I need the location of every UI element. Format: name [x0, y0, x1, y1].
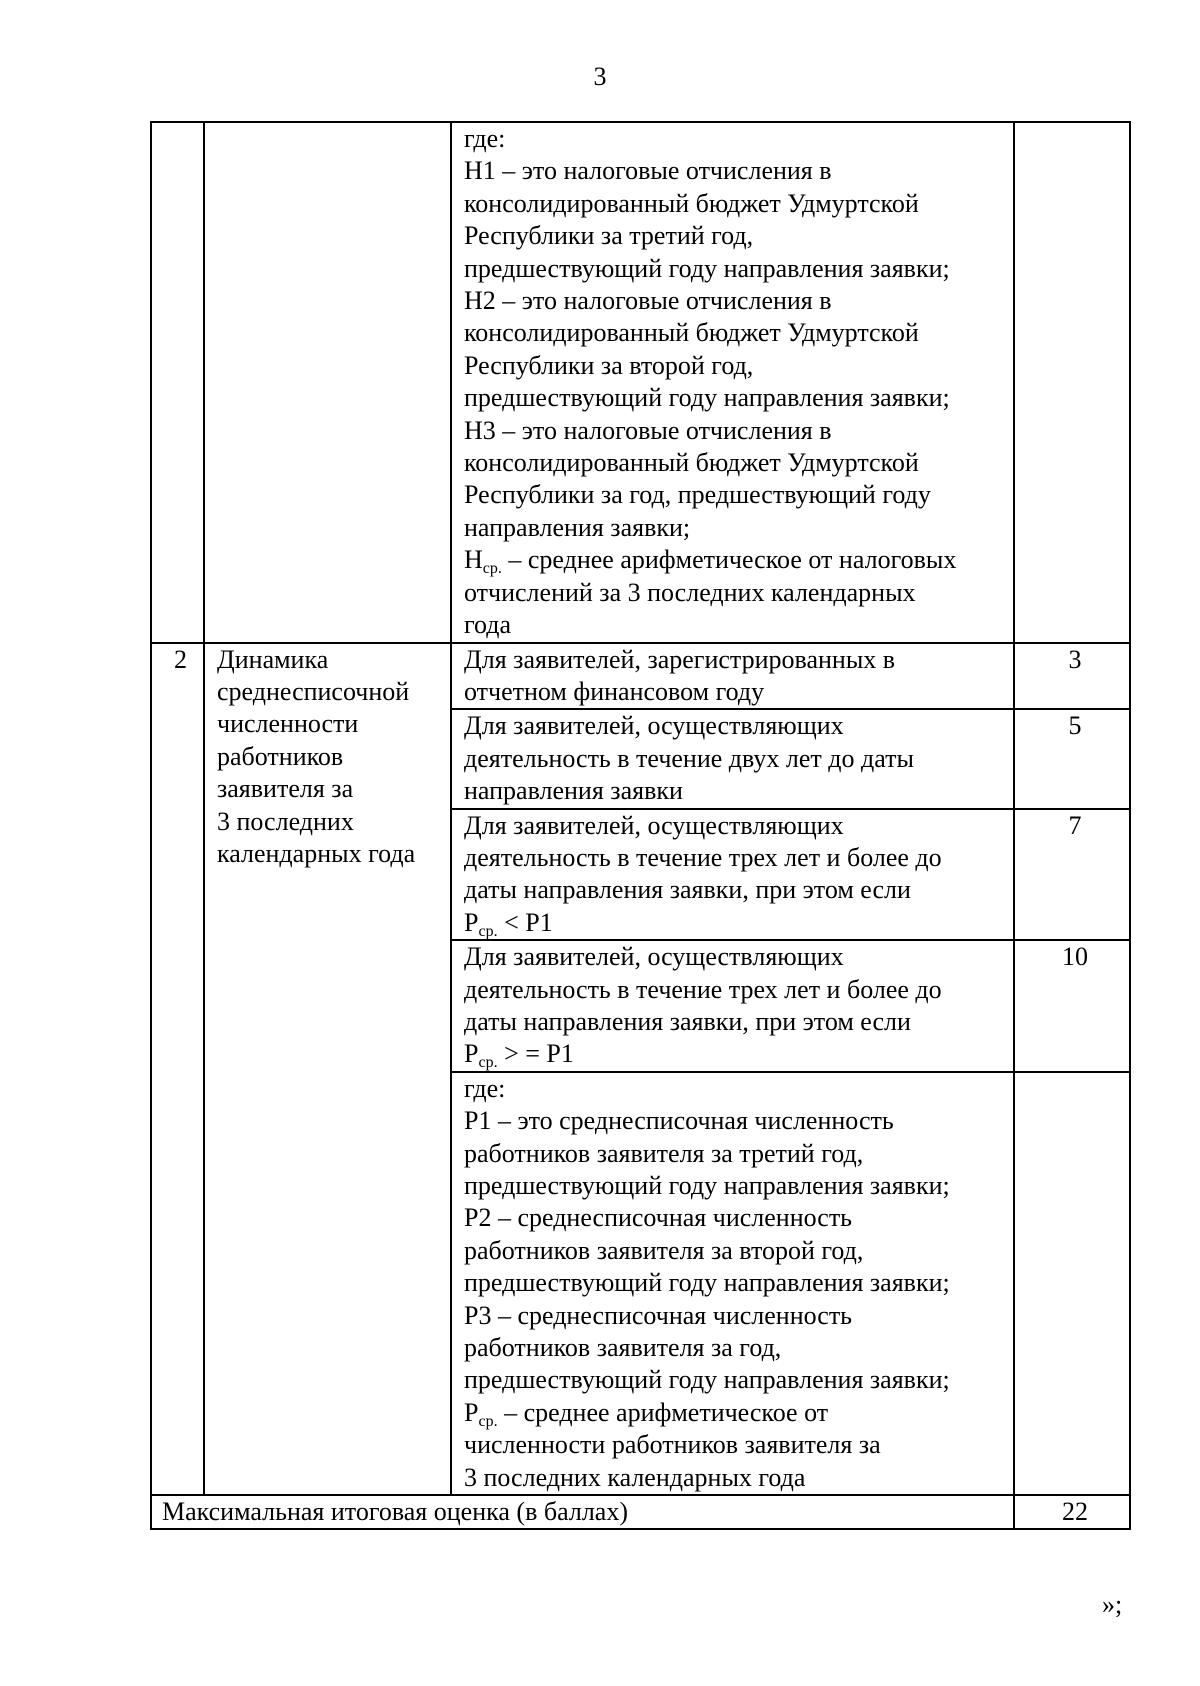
note-line: предшествующий году направления заявки; — [464, 1365, 950, 1395]
note-line: работников заявителя за третий год, — [464, 1138, 864, 1168]
note-line: Н2 – это налоговые отчисления в — [464, 286, 832, 316]
page-number: 3 — [593, 62, 607, 91]
note-line: Республики за третий год, — [464, 221, 754, 251]
option-line: Для заявителей, осуществляющих — [464, 942, 844, 972]
note-line: работников заявителя за второй год, — [464, 1235, 864, 1265]
row-number-cell: 2 — [151, 643, 204, 1496]
score-cell — [1014, 122, 1130, 643]
hsr-definition — [464, 544, 1007, 576]
option-cell — [451, 940, 1014, 1072]
condition-text: > = Р1 — [497, 1039, 574, 1069]
note-line: предшествующий году направления заявки; — [464, 383, 950, 413]
option-cell — [451, 709, 1014, 808]
condition-symbol: Р — [464, 907, 479, 937]
option-line: даты направления заявки, при этом если — [464, 875, 911, 905]
criterion-line: работников — [217, 741, 344, 771]
score-cell: 3 — [1014, 643, 1130, 710]
note-line: предшествующий году направления заявки; — [464, 1171, 950, 1200]
condition-text: < Р1 — [497, 907, 553, 937]
option-line: Для заявителей, осуществляющих — [464, 810, 844, 840]
psr-subscript: ср. — [478, 1412, 498, 1430]
condition-line — [464, 907, 1007, 939]
criterion-line: Динамика — [217, 644, 329, 674]
option-line: Для заявителей, осуществляющих — [464, 711, 844, 741]
note-line: консолидированный бюджет Удмуртской — [464, 188, 919, 218]
total-label: Максимальная итоговая оценка (в баллах) — [151, 1495, 1014, 1529]
note-line: Р3 – среднесписочная численность — [464, 1300, 853, 1330]
note-line: консолидированный бюджет Удмуртской — [464, 318, 919, 348]
option-line: деятельность в течение трех лет и более до — [464, 974, 942, 1004]
score-cell: 10 — [1014, 940, 1130, 1072]
hsr-symbol: Н — [464, 545, 483, 575]
score-cell — [1014, 1072, 1130, 1495]
tax-notes-cell — [451, 122, 1014, 643]
note-line: направления заявки; — [464, 512, 691, 542]
psr-text: – среднее арифметическое от — [497, 1397, 829, 1427]
hsr-text: – среднее арифметическое от налоговых — [501, 545, 957, 575]
table-row-total — [151, 1495, 1130, 1529]
condition-symbol: Р — [464, 1039, 479, 1069]
note-line: численности работников заявителя за — [464, 1430, 881, 1460]
option-line: Для заявителей, зарегистрированных в — [464, 644, 896, 674]
closing-quote-mark: »; — [1102, 1590, 1123, 1619]
row-number-cell — [151, 122, 204, 643]
note-line: где: — [464, 124, 506, 153]
note-line: года — [464, 610, 512, 640]
criterion-line: календарных года — [217, 838, 416, 868]
score-cell: 7 — [1014, 809, 1130, 941]
note-line: предшествующий году направления заявки; — [464, 253, 950, 283]
note-line: Республики за второй год, — [464, 350, 754, 380]
table-row-option — [151, 643, 1130, 710]
total-score: 22 — [1014, 1495, 1130, 1529]
note-line: предшествующий году направления заявки; — [464, 1268, 950, 1298]
note-line: Республики за год, предшествующий году — [464, 480, 931, 510]
note-line: Н1 – это налоговые отчисления в — [464, 156, 832, 186]
condition-subscript: ср. — [478, 1054, 498, 1072]
criterion-line: среднесписочной — [217, 676, 410, 706]
psr-symbol: Р — [464, 1397, 479, 1427]
note-line: консолидированный бюджет Удмуртской — [464, 448, 919, 478]
option-line: отчетном финансовом году — [464, 676, 765, 706]
criteria-table — [150, 121, 1131, 1530]
note-line: Н3 – это налоговые отчисления в — [464, 415, 832, 445]
condition-subscript: ср. — [478, 922, 498, 940]
option-line: направления заявки — [464, 776, 683, 806]
hsr-subscript: ср. — [482, 560, 502, 578]
option-cell — [451, 809, 1014, 941]
note-line: работников заявителя за год, — [464, 1333, 782, 1363]
criterion-line: 3 последних — [217, 806, 354, 836]
note-line: 3 последних календарных года — [464, 1462, 806, 1492]
score-cell: 5 — [1014, 709, 1130, 808]
criterion-line: численности — [217, 709, 359, 739]
criterion-line: заявителя за — [217, 774, 354, 804]
note-line: где: — [464, 1073, 506, 1103]
table-row-tax-notes — [151, 122, 1130, 643]
option-cell — [451, 643, 1014, 710]
option-line: даты направления заявки, при этом если — [464, 1006, 911, 1036]
note-line: Р2 – среднесписочная численность — [464, 1203, 853, 1233]
psr-definition — [464, 1397, 1007, 1429]
option-line: деятельность в течение двух лет до даты — [464, 743, 914, 773]
note-line: отчислений за 3 последних календарных — [464, 577, 916, 607]
option-line: деятельность в течение трех лет и более до — [464, 842, 942, 872]
criterion-cell — [204, 122, 451, 643]
criterion-cell — [204, 643, 451, 1496]
condition-line — [464, 1038, 1007, 1070]
note-line: Р1 – это среднесписочная численность — [464, 1106, 894, 1136]
notes-cell — [451, 1072, 1014, 1495]
